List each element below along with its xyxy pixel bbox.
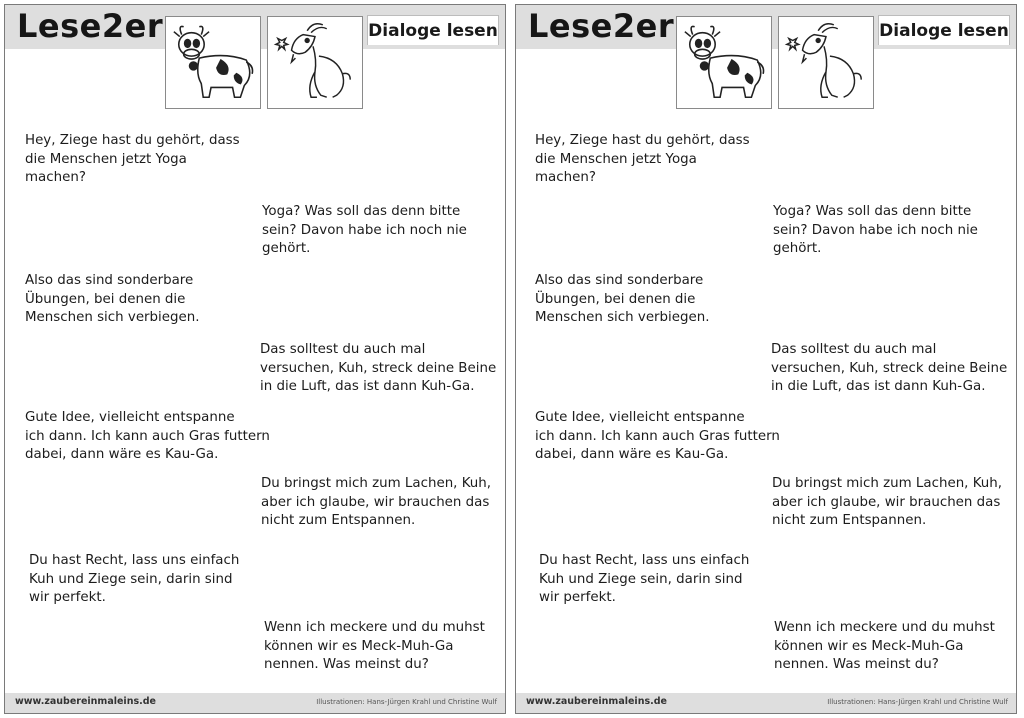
footer-url: www.zaubereinmaleins.de bbox=[526, 696, 667, 707]
footer-credit: Illustrationen: Hans-Jürgen Krahl und Christine Wulf bbox=[827, 698, 1008, 706]
dialog-line-cow-2: Also das sind sonderbare Übungen, bei denen die Menschen sich verbiegen. bbox=[535, 273, 710, 326]
dialog-line-cow-3: Gute Idee, vielleicht entspanne ich dann. Ich kann auch Gras futtern dabei, dann wäre es Kau-Ga. bbox=[25, 410, 270, 463]
dialog-line-cow-2: Also das sind sonderbare Übungen, bei denen die Menschen sich verbiegen. bbox=[25, 273, 200, 326]
footer-url: www.zaubereinmaleins.de bbox=[15, 696, 156, 707]
dialog-line-cow-4: Du hast Recht, lass uns einfach Kuh und Ziege sein, darin sind wir perfekt. bbox=[539, 553, 750, 606]
dialog-line-goat-4: Wenn ich meckere und du muhst können wir es Meck-Muh-Ga nennen. Was meinst du? bbox=[774, 620, 995, 673]
worksheet-page-left bbox=[4, 4, 506, 714]
footer-band bbox=[5, 693, 505, 713]
dialog-line-goat-4: Wenn ich meckere und du muhst können wir es Meck-Muh-Ga nennen. Was meinst du? bbox=[264, 620, 485, 673]
cow-icon bbox=[165, 16, 261, 109]
goat-icon bbox=[778, 16, 874, 109]
footer-credit: Illustrationen: Hans-Jürgen Krahl und Christine Wulf bbox=[316, 698, 497, 706]
dialog-line-cow-4: Du hast Recht, lass uns einfach Kuh und Ziege sein, darin sind wir perfekt. bbox=[29, 553, 240, 606]
dialog-line-cow-3: Gute Idee, vielleicht entspanne ich dann. Ich kann auch Gras futtern dabei, dann wäre es Kau-Ga. bbox=[535, 410, 780, 463]
brand-logo: Lese2er bbox=[528, 7, 675, 45]
dialog-line-cow-1: Hey, Ziege hast du gehört, dass die Menschen jetzt Yoga machen? bbox=[535, 133, 750, 186]
dialog-line-goat-1: Yoga? Was soll das denn bitte sein? Davon habe ich noch nie gehört. bbox=[773, 204, 978, 257]
worksheet-title: Dialoge lesen bbox=[878, 15, 1010, 45]
dialog-line-goat-2: Das solltest du auch mal versuchen, Kuh, streck deine Beine in die Luft, das ist dann Kuh-Ga. bbox=[260, 342, 497, 395]
dialog-line-cow-1: Hey, Ziege hast du gehört, dass die Menschen jetzt Yoga machen? bbox=[25, 133, 240, 186]
brand-logo: Lese2er bbox=[17, 7, 164, 45]
worksheet-page-right bbox=[515, 4, 1017, 714]
cow-icon bbox=[676, 16, 772, 109]
footer-band bbox=[516, 693, 1016, 713]
worksheet-title: Dialoge lesen bbox=[367, 15, 499, 45]
dialog-line-goat-3: Du bringst mich zum Lachen, Kuh, aber ich glaube, wir brauchen das nicht zum Entspannen. bbox=[261, 476, 492, 529]
dialog-line-goat-2: Das solltest du auch mal versuchen, Kuh, streck deine Beine in die Luft, das ist dann Kuh-Ga. bbox=[771, 342, 1008, 395]
goat-icon bbox=[267, 16, 363, 109]
dialog-line-goat-1: Yoga? Was soll das denn bitte sein? Davon habe ich noch nie gehört. bbox=[262, 204, 467, 257]
dialog-line-goat-3: Du bringst mich zum Lachen, Kuh, aber ich glaube, wir brauchen das nicht zum Entspannen. bbox=[772, 476, 1003, 529]
